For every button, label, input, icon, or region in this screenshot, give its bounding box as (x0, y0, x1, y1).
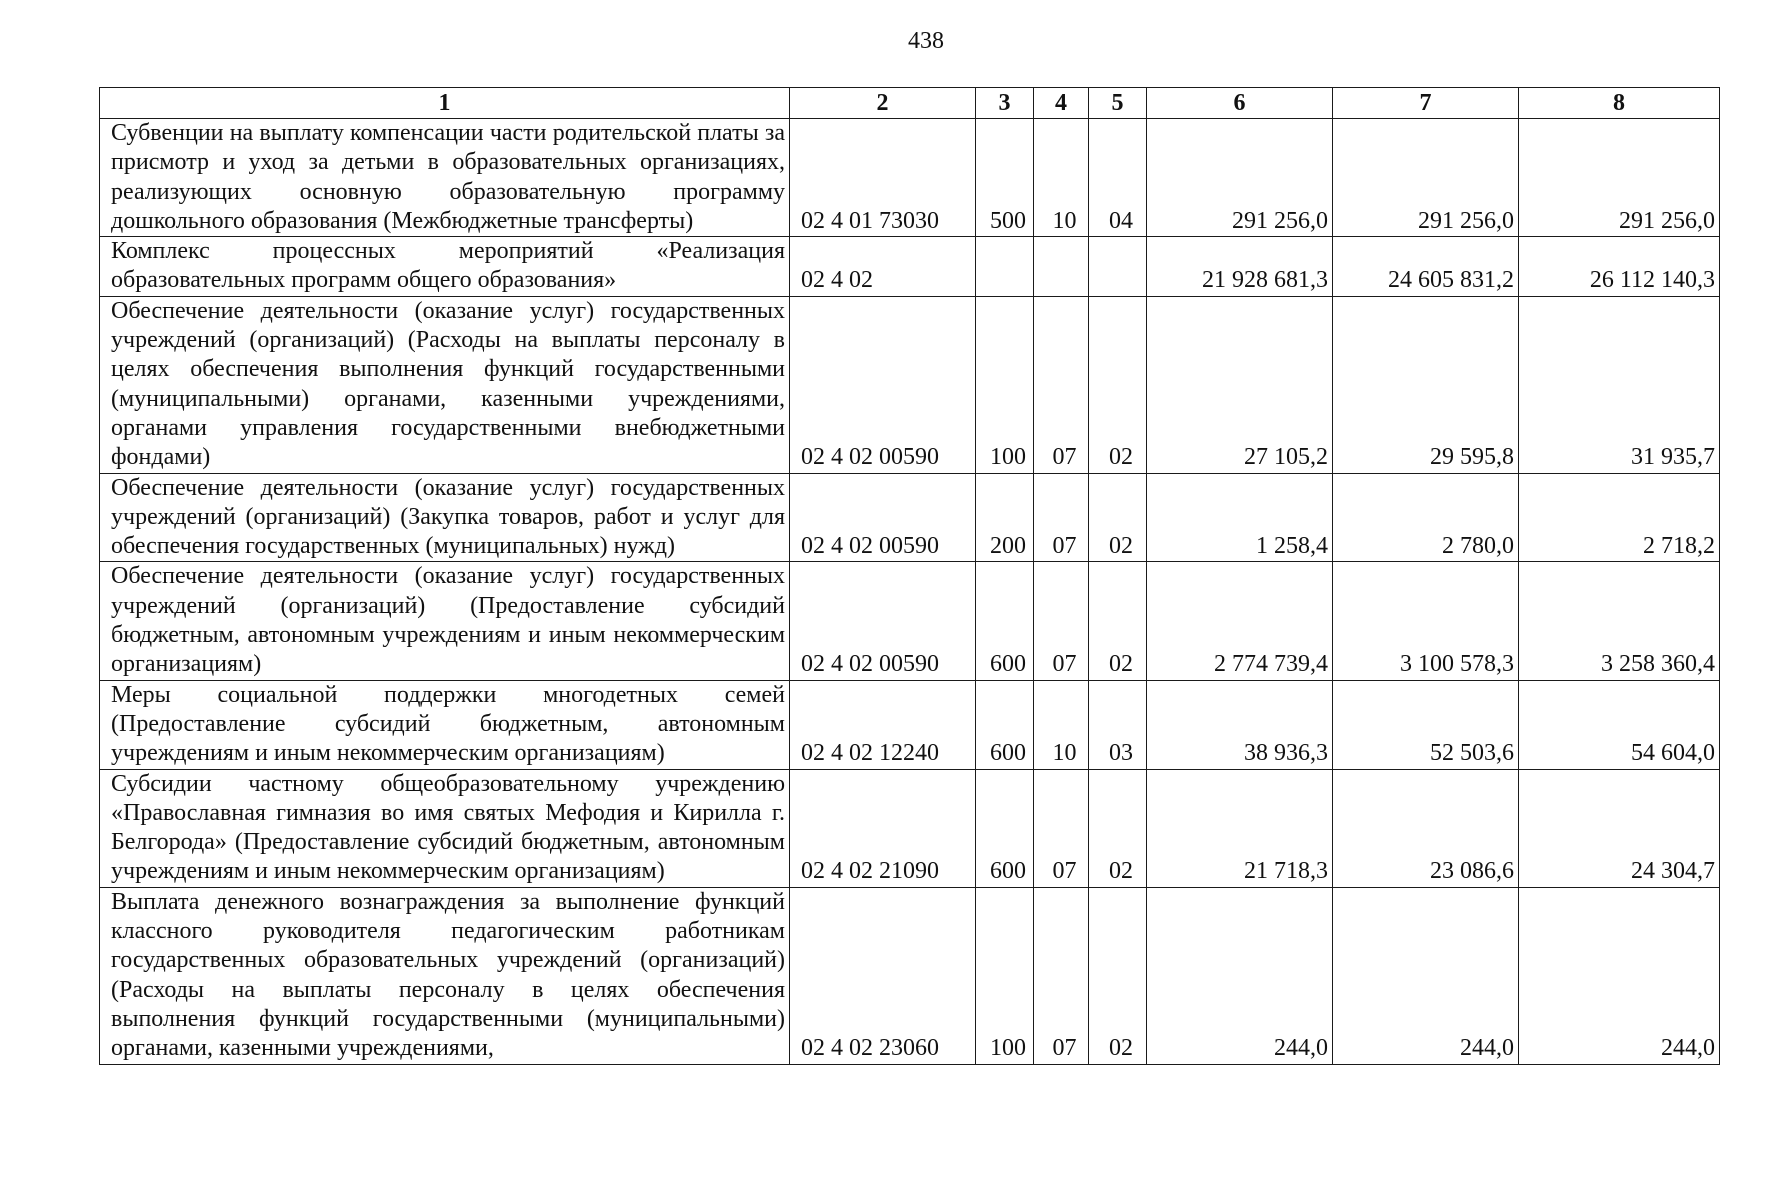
row-value-7: 244,0 (1333, 887, 1519, 1064)
row-col-3: 100 (976, 887, 1034, 1064)
header-col-3: 3 (976, 88, 1034, 119)
row-description: Обеспечение деятельности (оказание услуг) государственных учреждений (организаций) (Закупка товаров, работ и услуг для обеспечения государственных (муниципальных) нужд) (100, 473, 790, 562)
row-col-5: 02 (1089, 769, 1147, 887)
table-row (100, 119, 1720, 237)
row-value-8: 244,0 (1519, 887, 1720, 1064)
row-value-8: 3 258 360,4 (1519, 562, 1720, 680)
row-col-4: 07 (1034, 473, 1089, 562)
header-col-4: 4 (1034, 88, 1089, 119)
row-value-7: 52 503,6 (1333, 680, 1519, 769)
table-row (100, 473, 1720, 562)
row-col-5: 02 (1089, 562, 1147, 680)
header-row (100, 88, 1720, 119)
table-row (100, 887, 1720, 1064)
row-col-4: 07 (1034, 769, 1089, 887)
row-value-7: 29 595,8 (1333, 296, 1519, 473)
row-value-6: 21 718,3 (1147, 769, 1333, 887)
row-code: 02 4 02 00590 (790, 562, 976, 680)
row-col-5: 02 (1089, 473, 1147, 562)
row-description: Меры социальной поддержки многодетных семей (Предоставление субсидий бюджетным, автономным учреждениям и иным некоммерческим организациям) (100, 680, 790, 769)
header-col-6: 6 (1147, 88, 1333, 119)
row-value-7: 24 605 831,2 (1333, 237, 1519, 297)
table-row (100, 237, 1720, 297)
row-col-3 (976, 237, 1034, 297)
page-number: 438 (908, 28, 944, 54)
row-value-8: 2 718,2 (1519, 473, 1720, 562)
row-col-4: 10 (1034, 680, 1089, 769)
row-description: Выплата денежного вознаграждения за выполнение функций классного руководителя педагогическим работникам государственных образовательных учреждений (организаций) (Расходы на выплаты персоналу в целях обеспечения выполнения функций государственными (муниципальными) органами, казенными учреждениями, (100, 887, 790, 1064)
header-col-1: 1 (100, 88, 790, 119)
row-value-7: 291 256,0 (1333, 119, 1519, 237)
row-col-5 (1089, 237, 1147, 297)
row-description: Субвенции на выплату компенсации части родительской платы за присмотр и уход за детьми в образовательных организациях, реализующих основную образовательную программу дошкольного образования (Межбюджетные трансферты) (100, 119, 790, 237)
row-col-3: 100 (976, 296, 1034, 473)
table-row (100, 296, 1720, 473)
row-value-7: 2 780,0 (1333, 473, 1519, 562)
row-col-3: 600 (976, 680, 1034, 769)
budget-table (99, 87, 1720, 1065)
row-value-6: 291 256,0 (1147, 119, 1333, 237)
row-col-4 (1034, 237, 1089, 297)
table-row (100, 769, 1720, 887)
row-col-4: 07 (1034, 887, 1089, 1064)
row-value-8: 24 304,7 (1519, 769, 1720, 887)
row-col-5: 03 (1089, 680, 1147, 769)
row-description: Комплекс процессных мероприятий «Реализация образовательных программ общего образования» (100, 237, 790, 297)
row-value-8: 291 256,0 (1519, 119, 1720, 237)
row-value-7: 3 100 578,3 (1333, 562, 1519, 680)
row-col-4: 10 (1034, 119, 1089, 237)
table-row (100, 562, 1720, 680)
row-value-8: 26 112 140,3 (1519, 237, 1720, 297)
row-col-3: 200 (976, 473, 1034, 562)
row-code: 02 4 02 00590 (790, 296, 976, 473)
row-col-5: 04 (1089, 119, 1147, 237)
row-col-5: 02 (1089, 887, 1147, 1064)
table-row (100, 680, 1720, 769)
row-value-8: 31 935,7 (1519, 296, 1720, 473)
row-code: 02 4 02 00590 (790, 473, 976, 562)
row-col-3: 500 (976, 119, 1034, 237)
row-value-6: 1 258,4 (1147, 473, 1333, 562)
row-code: 02 4 02 23060 (790, 887, 976, 1064)
row-value-6: 21 928 681,3 (1147, 237, 1333, 297)
row-value-7: 23 086,6 (1333, 769, 1519, 887)
row-code: 02 4 02 (790, 237, 976, 297)
row-value-6: 38 936,3 (1147, 680, 1333, 769)
header-col-8: 8 (1519, 88, 1720, 119)
row-col-3: 600 (976, 769, 1034, 887)
row-value-6: 2 774 739,4 (1147, 562, 1333, 680)
row-value-8: 54 604,0 (1519, 680, 1720, 769)
header-col-2: 2 (790, 88, 976, 119)
row-code: 02 4 02 21090 (790, 769, 976, 887)
row-col-4: 07 (1034, 296, 1089, 473)
row-value-6: 244,0 (1147, 887, 1333, 1064)
row-description: Субсидии частному общеобразовательному учреждению «Православная гимназия во имя святых Мефодия и Кирилла г. Белгорода» (Предоставление субсидий бюджетным, автономным учреждениям и иным некоммерческим организациям) (100, 769, 790, 887)
row-description: Обеспечение деятельности (оказание услуг) государственных учреждений (организаций) (Предоставление субсидий бюджетным, автономным учреждениям и иным некоммерческим организациям) (100, 562, 790, 680)
header-col-7: 7 (1333, 88, 1519, 119)
row-col-3: 600 (976, 562, 1034, 680)
row-value-6: 27 105,2 (1147, 296, 1333, 473)
row-description: Обеспечение деятельности (оказание услуг) государственных учреждений (организаций) (Расходы на выплаты персоналу в целях обеспечения выполнения функций государственными (муниципальными) органами, казенными учреждениями, органами управления государственными внебюджетными фондами) (100, 296, 790, 473)
row-code: 02 4 02 12240 (790, 680, 976, 769)
header-col-5: 5 (1089, 88, 1147, 119)
row-col-4: 07 (1034, 562, 1089, 680)
row-code: 02 4 01 73030 (790, 119, 976, 237)
row-col-5: 02 (1089, 296, 1147, 473)
